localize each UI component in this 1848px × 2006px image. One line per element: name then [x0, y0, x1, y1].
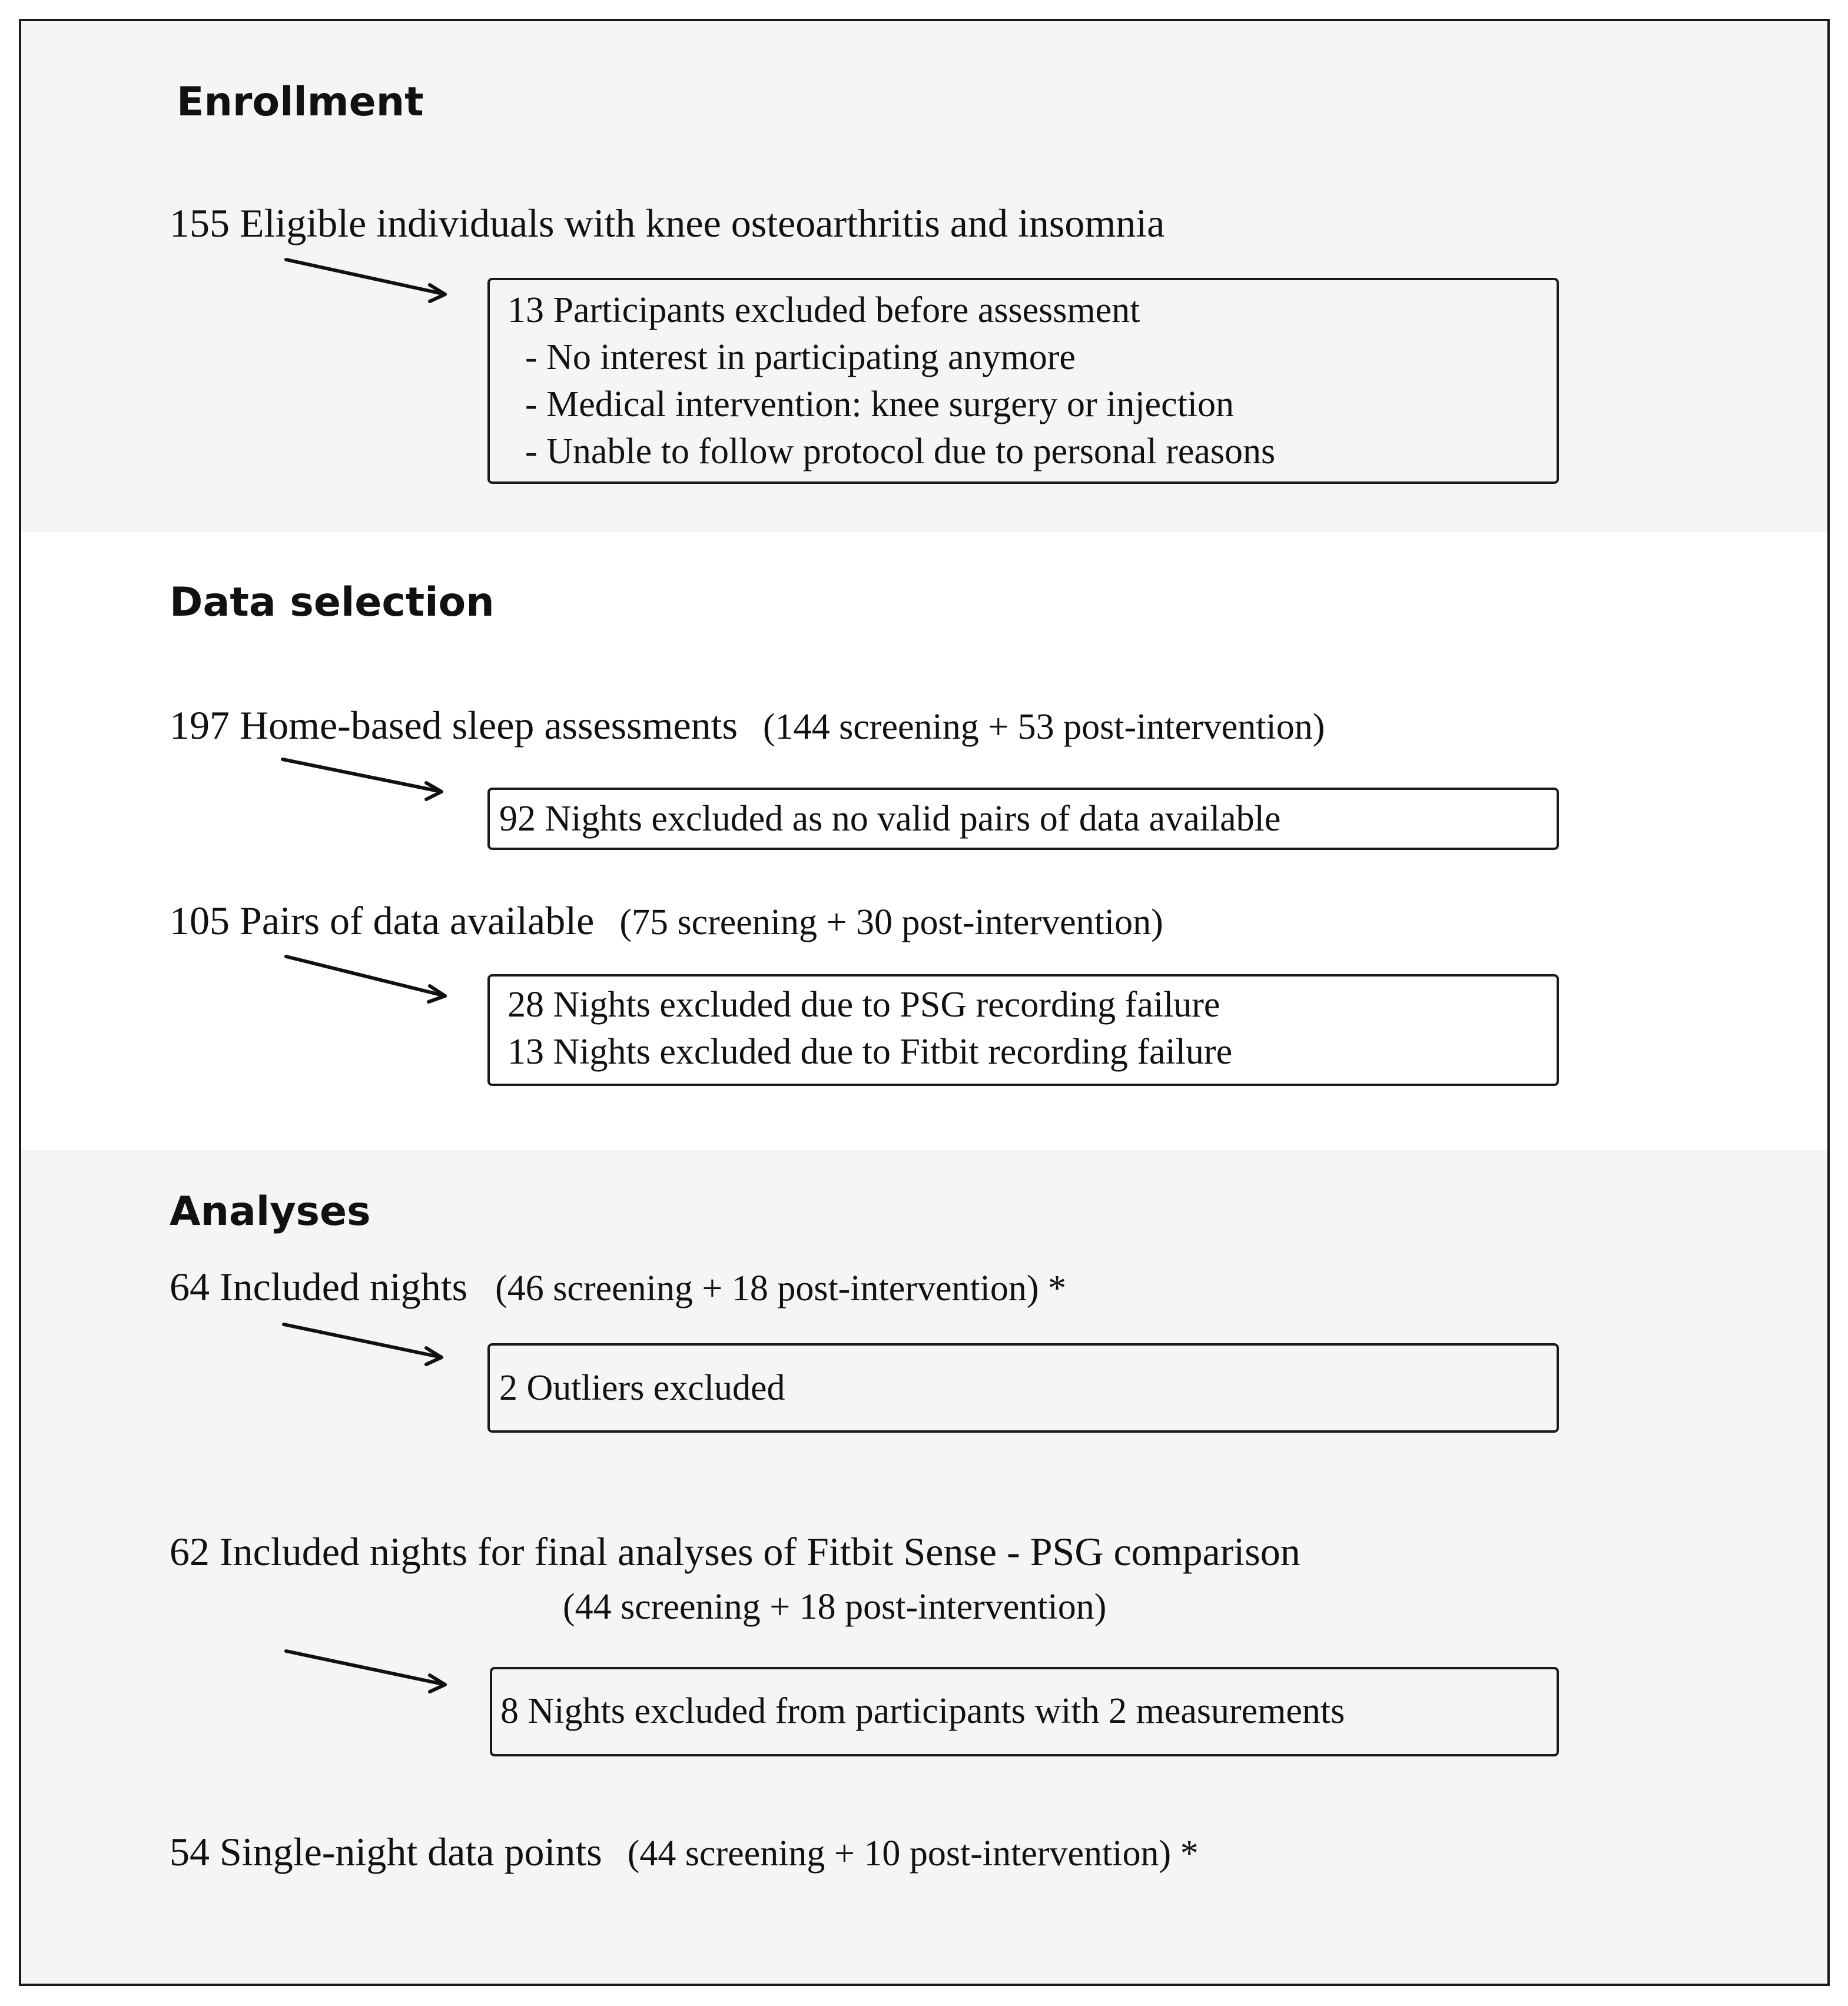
two-measurements-text: 8 Nights excluded from participants with 2 measurements — [500, 1691, 1345, 1731]
data-selection-line-1-main: 197 Home-based sleep assessments — [170, 703, 738, 748]
arrow-data-selection-1 — [283, 759, 442, 799]
data-selection-line-2-main: 105 Pairs of data available — [170, 898, 595, 943]
enrollment-exclusion-item: - Unable to follow protocol due to personal reasons — [525, 431, 1276, 471]
arrow-data-selection-2 — [286, 956, 445, 1002]
enrollment-main-line: 155 Eligible individuals with knee osteoarthritis and insomnia — [170, 201, 1165, 245]
data-selection-heading: Data selection — [170, 579, 495, 626]
enrollment-exclusion-item: - Medical intervention: knee surgery or injection — [525, 384, 1235, 424]
analyses-line-3-detail: (44 screening + 10 post-intervention) * — [627, 1834, 1199, 1874]
arrow-analyses-1 — [284, 1324, 442, 1364]
analyses-line-2: 62 Included nights for final analyses of Fitbit Sense - PSG comparison — [170, 1529, 1300, 1574]
arrow-analyses-2 — [286, 1651, 445, 1692]
enrollment-exclusion-title: 13 Participants excluded before assessment — [507, 290, 1140, 330]
analyses-line-1-detail: (46 screening + 18 post-intervention) * — [495, 1268, 1067, 1308]
no-valid-pairs-text: 92 Nights excluded as no valid pairs of data available — [499, 799, 1281, 839]
data-selection-line-2-detail: (75 screening + 30 post-intervention) — [619, 902, 1163, 942]
fitbit-failure-text: 13 Nights excluded due to Fitbit recording failure — [507, 1032, 1233, 1072]
data-selection-line-1-detail: (144 screening + 53 post-intervention) — [763, 707, 1325, 747]
analyses-line-3-main: 54 Single-night data points — [170, 1829, 602, 1874]
arrow-enrollment — [286, 260, 445, 301]
analyses-line-2-detail-text: (44 screening + 18 post-intervention) — [563, 1587, 1107, 1627]
enrollment-exclusion-item: - No interest in participating anymore — [525, 337, 1076, 377]
enrollment-heading: Enrollment — [177, 79, 424, 125]
psg-failure-text: 28 Nights excluded due to PSG recording failure — [507, 985, 1220, 1025]
analyses-line-1-main: 64 Included nights — [170, 1264, 468, 1309]
outliers-text: 2 Outliers excluded — [499, 1368, 785, 1408]
analyses-heading: Analyses — [170, 1188, 371, 1235]
